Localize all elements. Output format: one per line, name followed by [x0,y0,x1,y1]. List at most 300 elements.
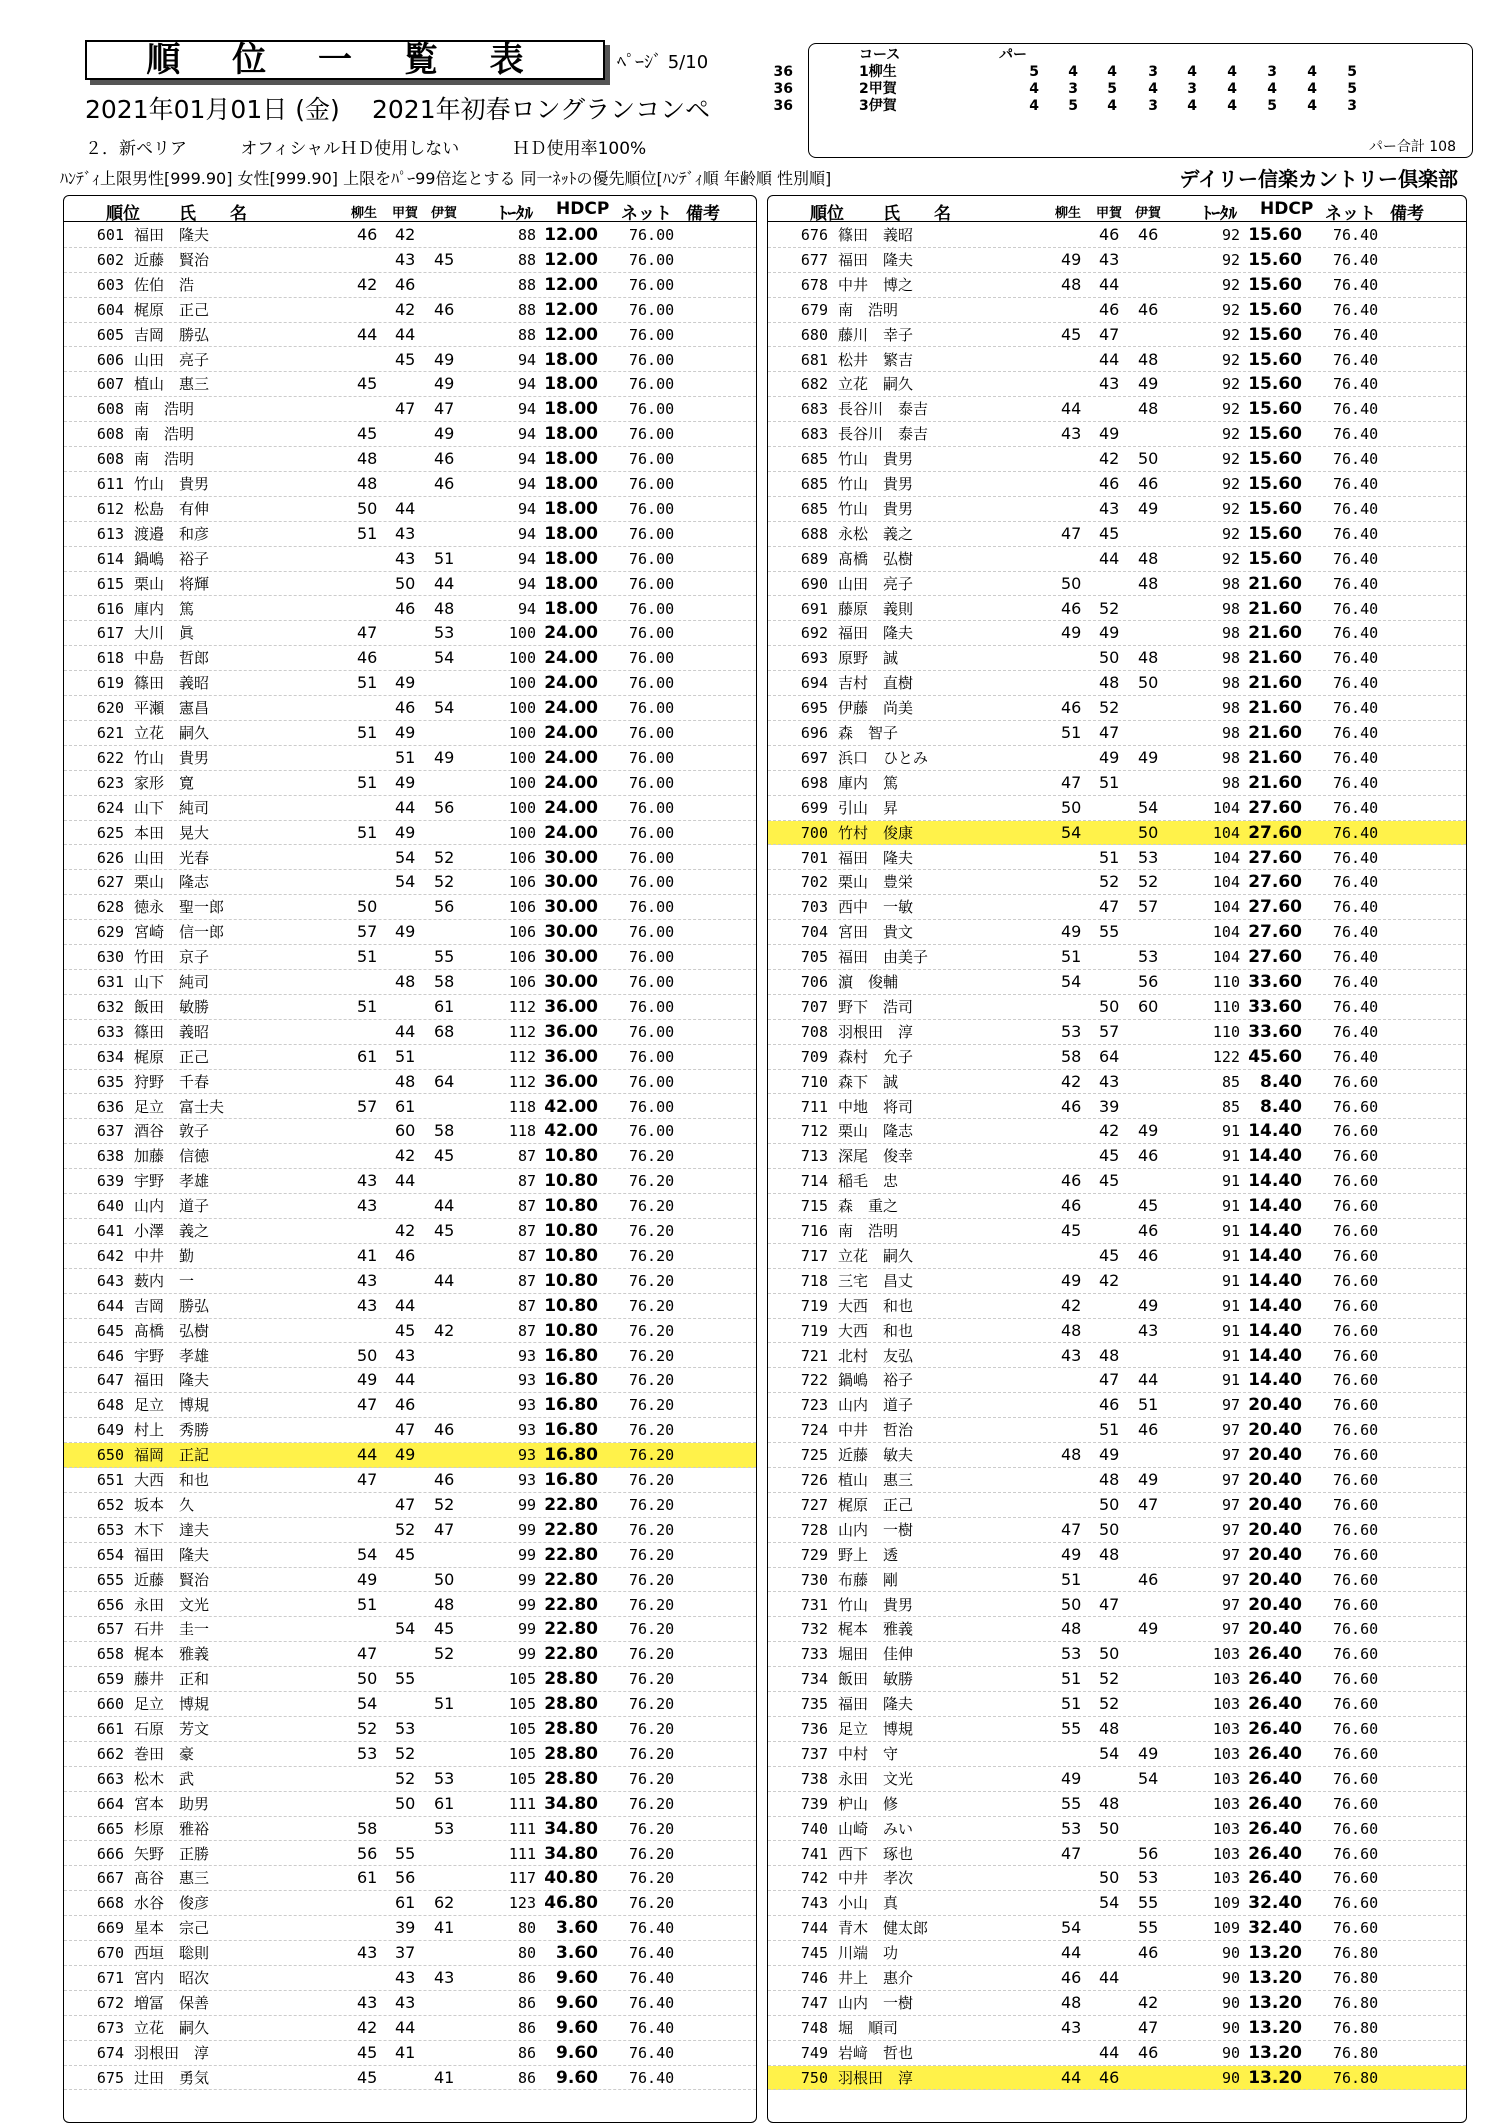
name-cell: 永田 文光 [838,1769,914,1788]
total-score: 97 [1221,1495,1240,1514]
rank-cell: 661 [96,1720,124,1738]
name-cell: 福田 隆夫 [134,1371,210,1390]
hdcp-value: 20.40 [1248,1395,1302,1416]
course1-score: 43 [357,1992,378,2012]
rank-cell: 717 [800,1246,828,1265]
net-score: 76.20 [629,1471,675,1489]
net-score: 76.40 [1333,549,1379,568]
total-score: 97 [1221,1471,1240,1489]
rank-cell: 688 [800,524,828,543]
name-cell: 川端 功 [838,1944,899,1963]
rank-cell: 670 [96,1944,124,1963]
rank-cell: 667 [96,1869,124,1888]
net-score: 76.40 [629,1993,675,2012]
total-score: 94 [517,549,536,568]
course2-score: 55 [1099,922,1120,942]
hdcp-value: 30.00 [544,947,598,968]
total-score: 111 [508,1844,536,1863]
course3-score: 43 [434,1968,455,1987]
total-score: 97 [1221,1570,1240,1589]
total-score: 100 [508,699,536,718]
rank-cell: 695 [800,699,828,718]
name-cell: 篠田 義昭 [838,226,914,244]
course1-score: 49 [1061,922,1082,942]
table-row [64,298,756,323]
total-score: 112 [508,1022,536,1041]
hdcp-value: 13.20 [1248,2067,1302,2088]
rank-cell: 630 [96,948,124,967]
course2-score: 42 [1099,1121,1120,1141]
rank-cell: 685 [800,499,828,518]
course2-score: 43 [395,249,416,269]
hdcp-value: 33.60 [1248,1021,1302,1042]
total-score: 93 [517,1421,536,1440]
total-score: 98 [1221,699,1240,718]
net-score: 76.00 [629,226,675,244]
rule-hd-rate: ＨＤ使用率100% [512,139,647,159]
course2-score: 60 [395,1121,416,1141]
hdcp-value: 16.80 [544,1420,598,1441]
name-cell: 引山 昇 [838,798,899,817]
table-row [64,1916,756,1941]
net-score: 76.40 [1333,898,1379,917]
course3-score: 46 [1138,1245,1159,1265]
total-score: 91 [1221,1271,1240,1290]
net-score: 76.40 [629,1919,675,1938]
rank-cell: 666 [96,1844,124,1863]
course3-score: 52 [434,1644,455,1664]
name-cell: 梶原 正己 [838,1495,914,1514]
table-row [64,348,756,373]
hole-par: 3 [1347,98,1357,114]
course2-score: 44 [395,324,416,344]
total-score: 97 [1221,1396,1240,1415]
rank-cell: 714 [800,1172,828,1191]
course1-score: 46 [1061,1096,1082,1116]
hdcp-value: 14.40 [1248,1320,1302,1341]
total-score: 94 [517,475,536,493]
name-cell: 永田 文光 [134,1595,210,1614]
total-score: 94 [517,400,536,419]
hdcp-value: 20.40 [1248,1519,1302,1540]
rank-cell: 663 [96,1769,124,1788]
course3-score: 47 [1138,1494,1159,1514]
name-cell: 平瀬 憲昌 [134,699,210,718]
hdcp-value: 24.00 [544,623,598,644]
name-cell: 中村 守 [838,1744,899,1763]
hdcp-value: 21.60 [1248,673,1302,694]
table-row [64,1443,756,1468]
name-cell: 足立 博規 [838,1720,914,1738]
course3-score: 52 [1138,872,1159,892]
name-cell: 井上 惠介 [838,1969,914,1987]
net-score: 76.20 [629,1271,675,1290]
course2-score: 50 [1099,648,1120,668]
name-cell: 宮本 助男 [134,1794,210,1813]
table-row [64,1518,756,1543]
course2-score: 54 [395,872,416,892]
hdcp-value: 16.80 [544,1470,598,1490]
course2-score: 49 [395,772,416,792]
name-cell: 竹山 貴男 [838,450,914,469]
course2-score: 48 [1099,1345,1120,1365]
course1-score: 51 [1061,947,1082,967]
table-row [64,1368,756,1393]
course1-score: 47 [357,1395,378,1415]
course1-score: 50 [357,1669,378,1689]
net-score: 76.00 [629,425,675,444]
total-score: 93 [517,1471,536,1489]
hole-par: 5 [1068,98,1078,114]
course2-score: 45 [1099,1245,1120,1265]
course2-score: 52 [1099,1669,1120,1689]
total-score: 94 [517,375,536,394]
rank-cell: 744 [800,1919,828,1938]
name-cell: 山下 純司 [134,973,210,991]
course1-score: 50 [357,897,378,917]
hdcp-value: 27.60 [1248,872,1302,893]
total-score: 92 [1221,475,1240,493]
table-row [64,323,756,348]
course2-score: 39 [1099,1096,1120,1116]
course3-score: 47 [1138,2017,1159,2037]
course3-score: 46 [1138,1420,1159,1440]
scoring-rules [85,134,694,159]
table-row [768,1941,1466,1966]
total-score: 92 [1221,425,1240,444]
course1-score: 51 [357,947,378,967]
name-cell: 家形 寛 [134,773,195,792]
name-cell: 中井 哲治 [838,1421,914,1440]
net-score: 76.60 [1333,1396,1379,1415]
net-score: 76.40 [629,1969,675,1987]
course1-score: 54 [357,1544,378,1564]
course3-score: 46 [434,1420,455,1440]
course1-score: 48 [1061,1992,1082,2012]
course1-score: 52 [357,1719,378,1738]
course2-score: 46 [395,598,416,618]
hole-par: 4 [1107,64,1117,80]
rank-cell: 633 [96,1022,124,1041]
hdcp-value: 14.40 [1248,1221,1302,1241]
net-score: 76.40 [1333,948,1379,967]
name-cell: 梶本 雅義 [838,1620,914,1639]
table-row [64,1642,756,1667]
rank-cell: 748 [800,2018,828,2037]
rank-cell: 711 [800,1097,828,1116]
rule-official-hd: オフィシャルＨＤ使用しない [240,139,460,159]
course2-score: 45 [1099,1146,1120,1166]
rank-cell: 623 [96,773,124,792]
course3-score: 57 [1138,897,1159,917]
course3-score: 49 [1138,374,1159,394]
course1-score: 49 [1061,1768,1082,1788]
name-cell: 矢野 正勝 [134,1844,210,1863]
total-score: 118 [508,1122,536,1141]
total-score: 110 [1212,973,1240,991]
total-score: 91 [1221,1371,1240,1390]
total-score: 93 [517,1371,536,1390]
rank-cell: 639 [96,1172,124,1191]
course1-score: 43 [357,1943,378,1963]
course1-score: 43 [357,1196,378,1216]
net-score: 76.40 [1333,724,1379,742]
course3-score: 46 [1138,474,1159,493]
total-score: 87 [517,1321,536,1340]
total-score: 100 [508,748,536,767]
name-cell: 竹山 貴男 [134,748,210,767]
table-row [768,1219,1466,1244]
course1-score: 46 [1061,598,1082,618]
rank-cell: 641 [96,1222,124,1240]
course1-score: 44 [357,1445,378,1465]
name-cell: 竹村 俊康 [838,823,914,842]
ranking-table-left [63,195,757,2123]
course2-score: 44 [395,1021,416,1041]
rank-cell: 724 [800,1421,828,1440]
hdcp-value: 26.40 [1248,1669,1302,1690]
course2-score: 44 [1099,349,1120,369]
course2-score: 44 [1099,274,1120,294]
net-score: 76.60 [1333,1471,1379,1489]
rank-cell: 727 [800,1495,828,1514]
name-cell: 中井 博之 [838,275,914,294]
hdcp-value: 15.60 [1248,274,1302,295]
rank-cell: 728 [800,1520,828,1539]
hole-par: 4 [1267,81,1277,97]
course2-score: 41 [395,2042,416,2062]
total-score: 110 [1212,997,1240,1016]
course3-score: 55 [434,947,455,967]
rank-cell: 712 [800,1122,828,1141]
table-row [64,920,756,945]
hdcp-value: 26.40 [1248,1743,1302,1764]
hdcp-value: 18.00 [544,374,598,395]
net-score: 76.40 [1333,748,1379,767]
course2-score: 53 [395,1719,416,1738]
net-score: 76.20 [629,1794,675,1813]
course2-score: 50 [1099,1868,1120,1888]
total-score: 103 [1212,1645,1240,1664]
net-score: 76.40 [1333,375,1379,394]
hdcp-value: 18.00 [544,349,598,370]
rank-cell: 734 [800,1670,828,1689]
name-cell: 栗山 隆志 [838,1122,914,1141]
rank-cell: 644 [96,1296,124,1315]
name-cell: 長谷川 泰吉 [838,425,929,444]
course1-score: 42 [357,274,378,294]
name-cell: 植山 惠三 [838,1471,914,1489]
name-cell: 福田 隆夫 [838,1695,914,1714]
course2-score: 51 [1099,847,1120,867]
course1-score: 47 [1061,1843,1082,1863]
hdcp-value: 26.40 [1248,1719,1302,1739]
hdcp-value: 15.60 [1248,349,1302,370]
total-score: 91 [1221,1321,1240,1340]
hole-par: 5 [1029,64,1039,80]
table-row [768,1866,1466,1891]
rank-cell: 669 [96,1919,124,1938]
hdcp-value: 22.80 [544,1594,598,1615]
course2-score: 42 [1099,1270,1120,1290]
table-row [768,397,1466,422]
name-cell: 青木 健太郎 [838,1919,929,1938]
hdcp-value: 26.40 [1248,1694,1302,1715]
col-course3: 伊賀 [431,206,458,221]
name-cell: 伊藤 尚美 [838,699,914,718]
name-cell: 山内 一樹 [838,1520,914,1539]
course3-score: 56 [434,797,455,817]
col-note: 備考 [1390,204,1424,224]
course3-score: 56 [434,897,455,917]
name-cell: 吉村 直樹 [838,674,914,693]
rank-cell: 601 [96,226,124,244]
net-score: 76.20 [629,1371,675,1390]
rank-cell: 672 [96,1993,124,2012]
course2-score: 52 [1099,598,1120,618]
course3-score: 53 [434,1818,455,1838]
name-cell: 立花 嗣久 [134,2018,210,2037]
course2-score: 44 [1099,1968,1120,1987]
course2-score: 44 [395,797,416,817]
name-cell: 竹田 京子 [134,948,210,967]
net-score: 76.00 [629,773,675,792]
total-score: 110 [1212,1022,1240,1041]
course2-score: 43 [1099,374,1120,394]
total-score: 104 [1212,798,1240,817]
net-score: 76.20 [629,1744,675,1763]
course1-score: 57 [357,1096,378,1116]
course1-score: 49 [357,1370,378,1390]
hdcp-value: 14.40 [1248,1121,1302,1142]
name-cell: 立花 嗣久 [838,1246,914,1265]
course2-score: 49 [1099,747,1120,767]
name-cell: 村上 秀勝 [134,1421,210,1440]
total-score: 94 [517,350,536,369]
course2-score: 47 [395,399,416,419]
name-cell: 中井 孝次 [838,1869,914,1888]
hdcp-value: 30.00 [544,922,598,943]
course1-score: 51 [357,1594,378,1614]
net-score: 76.00 [629,1047,675,1066]
col-course1: 柳生 [1055,206,1082,221]
name-cell: 飯田 敏勝 [134,997,210,1016]
course1-score: 43 [1061,2017,1082,2037]
col-hdcp: HDCP [1260,199,1314,219]
hdcp-value: 21.60 [1248,772,1302,793]
course2-score: 52 [395,1743,416,1763]
total-score: 106 [508,873,536,892]
course3-score: 44 [434,573,455,593]
course3-score: 43 [1138,1320,1159,1340]
name-cell: 梶原 正己 [134,300,210,319]
name-cell: 大川 眞 [134,624,195,643]
hole-par: 3 [1148,98,1158,114]
course2-score: 61 [395,1096,416,1116]
course1-score: 49 [1061,1270,1082,1290]
course1-score: 51 [357,523,378,543]
net-score: 76.20 [629,1670,675,1689]
name-cell: 梶原 正己 [134,1047,210,1066]
course3-score: 49 [1138,1470,1159,1489]
name-cell: 石原 芳文 [134,1720,210,1738]
name-cell: 加藤 信徳 [134,1147,210,1166]
name-cell: 吉岡 勝弘 [134,1296,210,1315]
hdcp-value: 10.80 [544,1146,598,1167]
total-score: 103 [1212,1869,1240,1888]
net-score: 76.00 [629,1097,675,1116]
hdcp-value: 20.40 [1248,1619,1302,1640]
course2-score: 42 [395,225,416,244]
course2-score: 45 [395,1544,416,1564]
col-total: ﾄｰﾀﾙ [499,204,533,224]
table-row [64,1593,756,1618]
hole-par: 4 [1227,81,1237,97]
table-row [64,522,756,547]
course2-score: 44 [1099,548,1120,568]
hdcp-value: 22.80 [544,1544,598,1565]
course3-score: 52 [434,872,455,892]
name-cell: 山田 光春 [134,848,210,867]
course2-score: 47 [1099,897,1120,917]
name-cell: 近藤 敏夫 [838,1446,914,1465]
course2-score: 43 [1099,249,1120,269]
course-par-box [773,43,1473,158]
course1-score: 46 [1061,1968,1082,1987]
hole-par: 3 [1068,81,1078,97]
hdcp-value: 20.40 [1248,1544,1302,1565]
table-row [64,1169,756,1194]
table-row [768,1642,1466,1667]
hdcp-value: 36.00 [544,1046,598,1067]
rank-cell: 613 [96,524,124,543]
table-row [64,1344,756,1369]
total-score: 97 [1221,1421,1240,1440]
course3-score: 68 [434,1021,455,1041]
course2-score: 48 [1099,673,1120,693]
net-score: 76.40 [1333,674,1379,693]
course3-score: 51 [434,1694,455,1714]
rank-cell: 719 [800,1296,828,1315]
net-score: 76.60 [1333,1695,1379,1714]
net-score: 76.00 [629,873,675,892]
total-score: 111 [508,1794,536,1813]
net-score: 76.00 [629,898,675,917]
rank-cell: 719 [800,1321,828,1340]
name-cell: 篠田 義昭 [134,674,210,693]
table-row [64,1617,756,1642]
name-cell: 山崎 みい [838,1819,914,1838]
hdcp-value: 45.60 [1248,1046,1302,1067]
hole-par: 3 [1187,81,1197,97]
name-cell: 近藤 賢治 [134,1570,210,1589]
table-row [64,1493,756,1518]
hdcp-value: 34.80 [544,1818,598,1839]
rank-cell: 646 [96,1346,124,1365]
hdcp-value: 14.40 [1248,1196,1302,1217]
hdcp-value: 24.00 [544,797,598,818]
course1-score: 41 [357,1245,378,1265]
name-cell: 中井 勤 [134,1246,195,1265]
course2-score: 37 [395,1943,416,1963]
rank-cell: 685 [800,475,828,493]
table-row [64,1244,756,1269]
table-row [768,870,1466,895]
course2-score: 61 [395,1893,416,1913]
hdcp-value: 15.60 [1248,225,1302,245]
total-score: 105 [508,1744,536,1763]
net-score: 76.40 [629,2068,675,2087]
